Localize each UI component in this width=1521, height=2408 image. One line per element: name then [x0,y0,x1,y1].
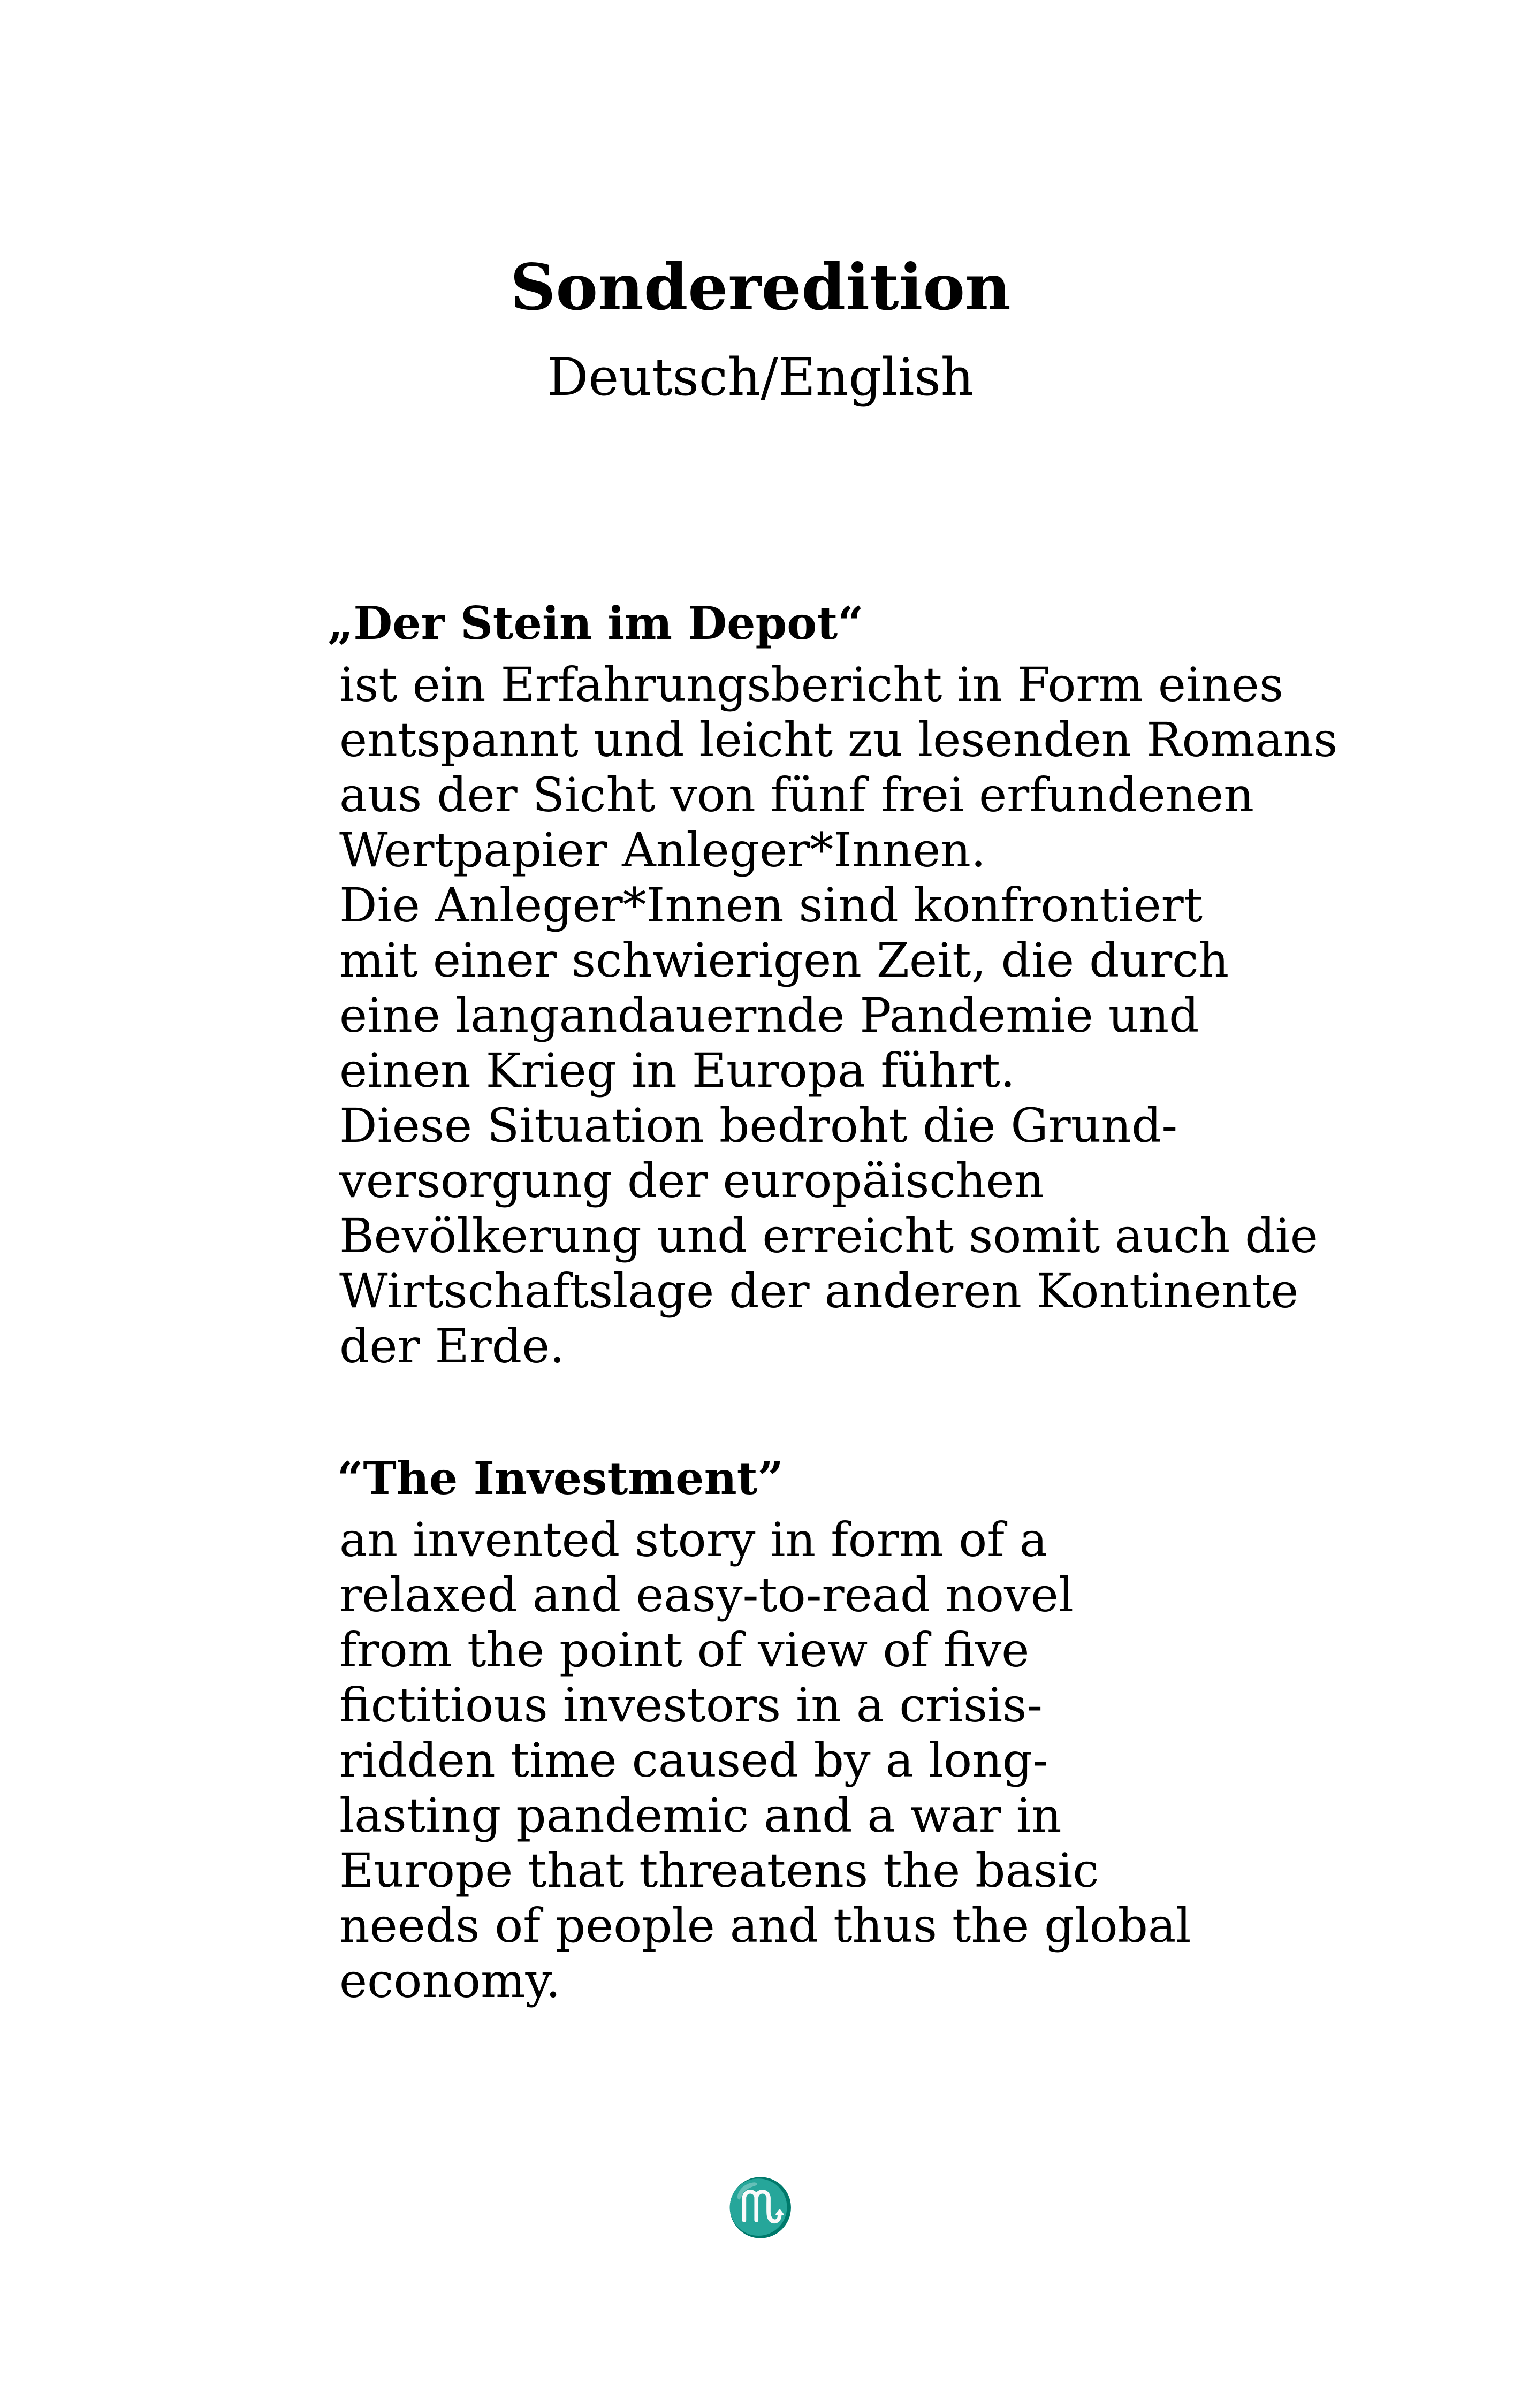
body-line: Europe that threatens the basic [339,1843,1099,1898]
body-line: entspannt und leicht zu lesenden Romans [339,712,1338,767]
body-line: Die Anleger*Innen sind konfrontiert [339,878,1203,933]
body-line: versorgung der europäischen [339,1153,1045,1208]
body-line: needs of people and thus the global [339,1898,1191,1953]
body-line: mit einer schwierigen Zeit, die durch [339,933,1229,988]
body-line: an invented story in form of a [339,1512,1048,1567]
page-subtitle: Deutsch/English [547,347,974,407]
body-line: eine langandauernde Pandemie und [339,988,1199,1043]
body-line: lasting pandemic and a war in [339,1788,1062,1843]
body-line: Wertpapier Anleger*Innen. [339,822,986,878]
english-section-heading: “The Investment” [337,1452,784,1505]
german-section-heading: „Der Stein im Depot“ [328,597,864,650]
german-section-body [339,657,1490,1374]
body-line: fictitious investors in a crisis- [339,1678,1043,1733]
body-line: der Erde. [339,1319,565,1374]
body-line: aus der Sicht von fünf frei erfundenen [339,767,1254,822]
page-title: Sonderedition [510,250,1011,324]
body-line: economy. [339,1953,561,2008]
body-line: ridden time caused by a long- [339,1733,1048,1788]
english-section-body [339,1512,1490,2008]
body-line: ist ein Erfahrungsbericht in Form eines [339,657,1283,712]
body-line: relaxed and easy-to-read novel [339,1567,1074,1622]
body-line: Diese Situation bedroht die Grund- [339,1098,1178,1153]
body-line: from the point of view of five [339,1622,1030,1678]
scorpio-symbol-icon: ♏ [726,2175,795,2240]
body-line: Bevölkerung und erreicht somit auch die [339,1208,1318,1263]
body-line: Wirtschaftslage der anderen Kontinente [339,1263,1299,1319]
body-line: einen Krieg in Europa führt. [339,1043,1015,1098]
